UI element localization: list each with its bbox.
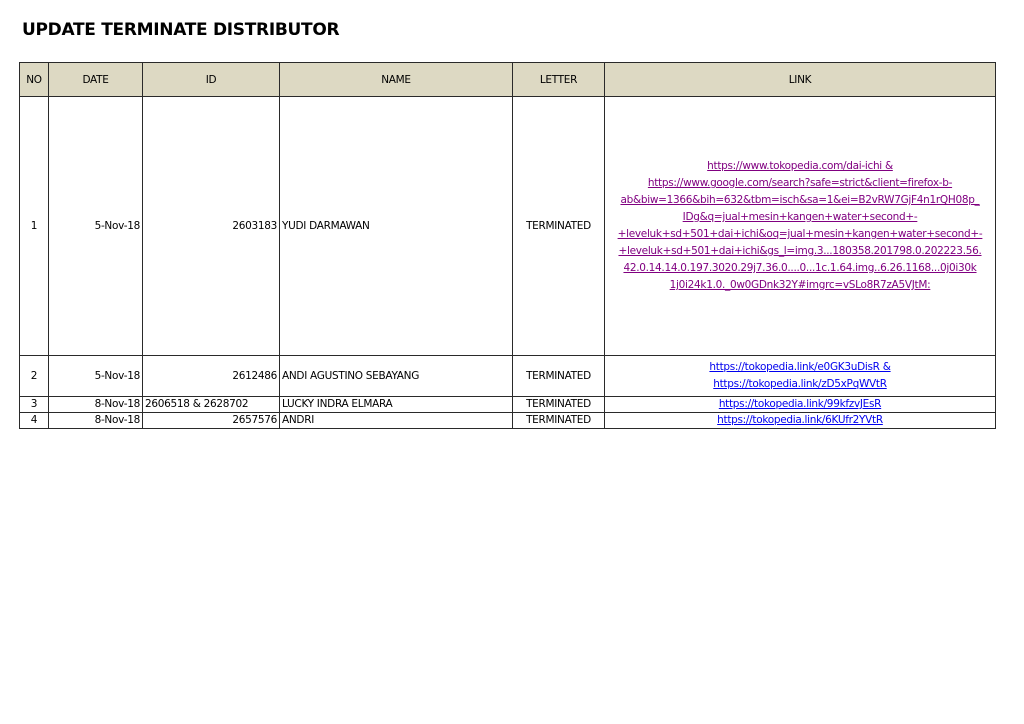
hyperlink[interactable]: https://www.google.com/search?safe=strict&client=firefox-b- (647, 177, 953, 189)
header-name: NAME (280, 63, 513, 97)
cell-no: 3 (20, 397, 49, 413)
cell-letter: TERMINATED (513, 397, 605, 413)
cell-letter: TERMINATED (513, 413, 605, 429)
cell-name: ANDRI (280, 413, 513, 429)
cell-name: LUCKY INDRA ELMARA (280, 397, 513, 413)
hyperlink[interactable]: ab&biw=1366&bih=632&tbm=isch&sa=1&ei=B2vRW7GjF4n1rQH08p_ (620, 194, 980, 206)
cell-date: 5-Nov-18 (49, 97, 143, 356)
cell-letter: TERMINATED (513, 356, 605, 397)
cell-link[interactable] (605, 397, 996, 413)
hyperlink[interactable]: https://tokopedia.link/zD5xPqWVtR (713, 378, 887, 390)
cell-date: 8-Nov-18 (49, 397, 143, 413)
cell-link[interactable] (605, 413, 996, 429)
header-letter: LETTER (513, 63, 605, 97)
table-row (20, 413, 996, 429)
cell-id: 2603183 (143, 97, 280, 356)
hyperlink[interactable]: IDg&q=jual+mesin+kangen+water+second+- (682, 211, 918, 223)
cell-no: 2 (20, 356, 49, 397)
cell-no: 4 (20, 413, 49, 429)
table-row (20, 97, 996, 356)
cell-link[interactable] (605, 356, 996, 397)
hyperlink[interactable]: +leveluk+sd+501+dai+ichi&oq=jual+mesin+kangen+water+second+- (617, 228, 983, 240)
distributor-table (19, 62, 996, 429)
cell-no: 1 (20, 97, 49, 356)
cell-id: 2612486 (143, 356, 280, 397)
header-no: NO (20, 63, 49, 97)
cell-date: 8-Nov-18 (49, 413, 143, 429)
cell-link[interactable] (605, 97, 996, 356)
hyperlink[interactable]: +leveluk+sd+501+dai+ichi&gs_l=img.3...180358.201798.0.202223.56. (618, 245, 982, 257)
header-link: LINK (605, 63, 996, 97)
cell-id: 2657576 (143, 413, 280, 429)
hyperlink[interactable]: https://tokopedia.link/6KUfr2YVtR (717, 414, 883, 426)
header-date: DATE (49, 63, 143, 97)
cell-id: 2606518 & 2628702 (143, 397, 280, 413)
cell-date: 5-Nov-18 (49, 356, 143, 397)
hyperlink[interactable]: https://tokopedia.link/99kfzvJEsR (718, 398, 882, 410)
cell-name: YUDI DARMAWAN (280, 97, 513, 356)
table-header-row (20, 63, 996, 97)
table-row (20, 356, 996, 397)
hyperlink[interactable]: https://www.tokopedia.com/dai-ichi & (707, 160, 893, 172)
hyperlink[interactable]: 42.0.14.14.0.197.3020.29j7.36.0....0...1c.1.64.img..6.26.1168...0j0i30k (623, 262, 977, 274)
page-title: UPDATE TERMINATE DISTRIBUTOR (22, 20, 340, 40)
hyperlink[interactable]: 1j0i24k1.0._0w0GDnk32Y#imgrc=vSLo8R7zA5VJtM: (669, 279, 931, 291)
table-row (20, 397, 996, 413)
cell-letter: TERMINATED (513, 97, 605, 356)
cell-name: ANDI AGUSTINO SEBAYANG (280, 356, 513, 397)
header-id: ID (143, 63, 280, 97)
hyperlink[interactable]: https://tokopedia.link/e0GK3uDisR & (709, 361, 891, 373)
